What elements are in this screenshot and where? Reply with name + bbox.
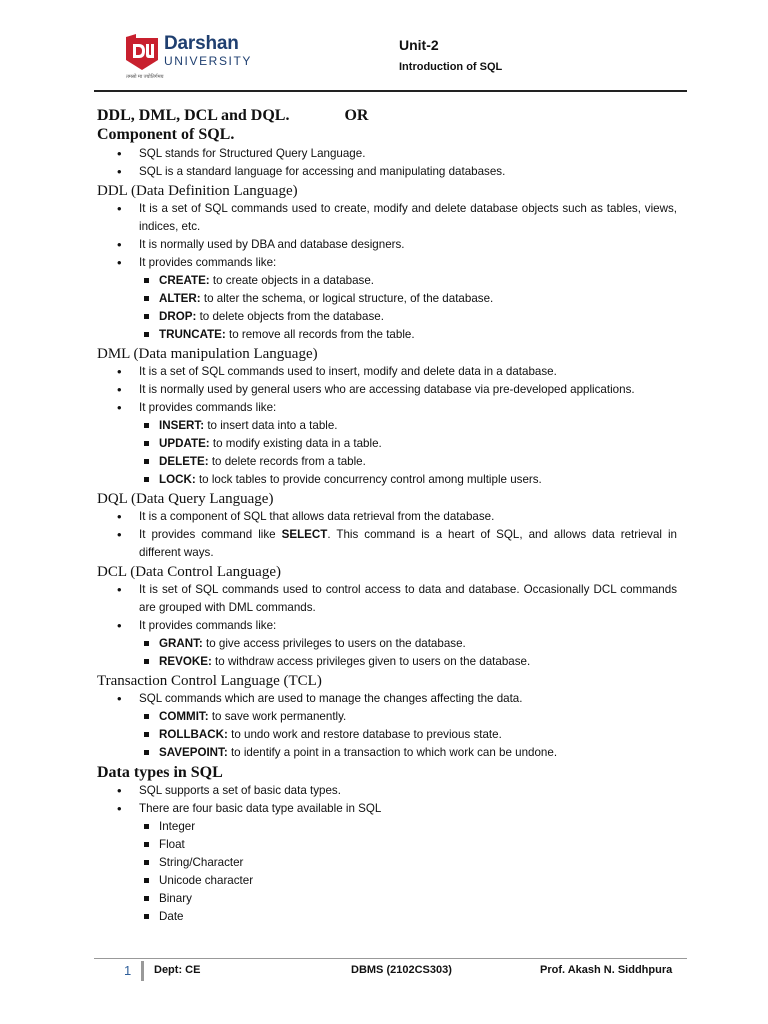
- page-footer: [94, 958, 687, 980]
- list-item: LOCK: to lock tables to provide concurrency control among multiple users.: [97, 471, 677, 489]
- page-title: [97, 106, 677, 144]
- page-content: [97, 106, 677, 926]
- dml-heading: DML (Data manipulation Language): [97, 346, 318, 362]
- title-or: OR: [344, 107, 369, 124]
- logo-name: Darshan: [164, 33, 239, 54]
- list-item: • SQL is a standard language for accessing and manipulating databases.: [97, 163, 677, 181]
- footer-divider: [141, 961, 144, 981]
- list-item: SAVEPOINT: to identify a point in a transaction to which work can be undone.: [97, 744, 677, 762]
- list-item: • It is a set of SQL commands used to create, modify and delete database objects such as tables, views, indices, etc.: [97, 200, 677, 236]
- title-line1: DDL, DML, DCL and DQL.: [97, 107, 290, 124]
- list-item: Date: [97, 908, 677, 926]
- list-item: UPDATE: to modify existing data in a table.: [97, 435, 677, 453]
- datatypes-heading: Data types in SQL: [97, 764, 223, 781]
- list-item: • It provides command like SELECT. This command is a heart of SQL, and allows data retrieval in different ways.: [97, 526, 677, 562]
- list-item: • It is set of SQL commands used to control access to data and database. Occasionally DCL commands are grouped with DML commands.: [97, 581, 677, 617]
- list-item: • It provides commands like:: [97, 254, 677, 272]
- list-item: • It provides commands like:: [97, 399, 677, 417]
- header-rule: [94, 90, 687, 92]
- list-item: Integer: [97, 818, 677, 836]
- list-item: TRUNCATE: to remove all records from the table.: [97, 326, 677, 344]
- tcl-heading: Transaction Control Language (TCL): [97, 673, 322, 689]
- list-item: Float: [97, 836, 677, 854]
- page-number: 1: [124, 963, 132, 978]
- list-item: GRANT: to give access privileges to users on the database.: [97, 635, 677, 653]
- footer-course: DBMS (2102CS303): [351, 964, 452, 976]
- dcl-heading: DCL (Data Control Language): [97, 564, 281, 580]
- footer-dept: Dept: CE: [154, 964, 201, 976]
- list-item: REVOKE: to withdraw access privileges given to users on the database.: [97, 653, 677, 671]
- unit-label: Unit-2: [399, 37, 439, 53]
- list-item: String/Character: [97, 854, 677, 872]
- list-item: Unicode character: [97, 872, 677, 890]
- list-item: • There are four basic data type available in SQL: [97, 800, 677, 818]
- list-item: • It is a set of SQL commands used to insert, modify and delete data in a database.: [97, 363, 677, 381]
- dql-heading: DQL (Data Query Language): [97, 491, 274, 507]
- list-item: • It provides commands like:: [97, 617, 677, 635]
- ddl-heading: DDL (Data Definition Language): [97, 183, 298, 199]
- list-item: INSERT: to insert data into a table.: [97, 417, 677, 435]
- list-item: ROLLBACK: to undo work and restore database to previous state.: [97, 726, 677, 744]
- list-item: • SQL stands for Structured Query Language.: [97, 145, 677, 163]
- footer-professor: Prof. Akash N. Siddhpura: [540, 964, 673, 976]
- logo-mark-icon: [126, 34, 158, 70]
- list-item: • SQL supports a set of basic data types.: [97, 782, 677, 800]
- list-item: • SQL commands which are used to manage the changes affecting the data.: [97, 690, 677, 708]
- list-item: Binary: [97, 890, 677, 908]
- logo-subtitle: UNIVERSITY: [164, 54, 253, 68]
- list-item: • It is normally used by DBA and database designers.: [97, 236, 677, 254]
- list-item: CREATE: to create objects in a database.: [97, 272, 677, 290]
- list-item: COMMIT: to save work permanently.: [97, 708, 677, 726]
- list-item: • It is normally used by general users who are accessing database via pre-developed applications.: [97, 381, 677, 399]
- list-item: DROP: to delete objects from the database.: [97, 308, 677, 326]
- topic-label: Introduction of SQL: [399, 61, 503, 73]
- university-logo: [126, 33, 253, 80]
- list-item: ALTER: to alter the schema, or logical structure, of the database.: [97, 290, 677, 308]
- list-item: DELETE: to delete records from a table.: [97, 453, 677, 471]
- page-header: [0, 0, 768, 92]
- footer-rule: [94, 958, 687, 959]
- logo-tagline: तमसो मा ज्योतिर्गमय: [126, 74, 164, 80]
- list-item: • It is a component of SQL that allows data retrieval from the database.: [97, 508, 677, 526]
- title-line2: Component of SQL.: [97, 126, 235, 143]
